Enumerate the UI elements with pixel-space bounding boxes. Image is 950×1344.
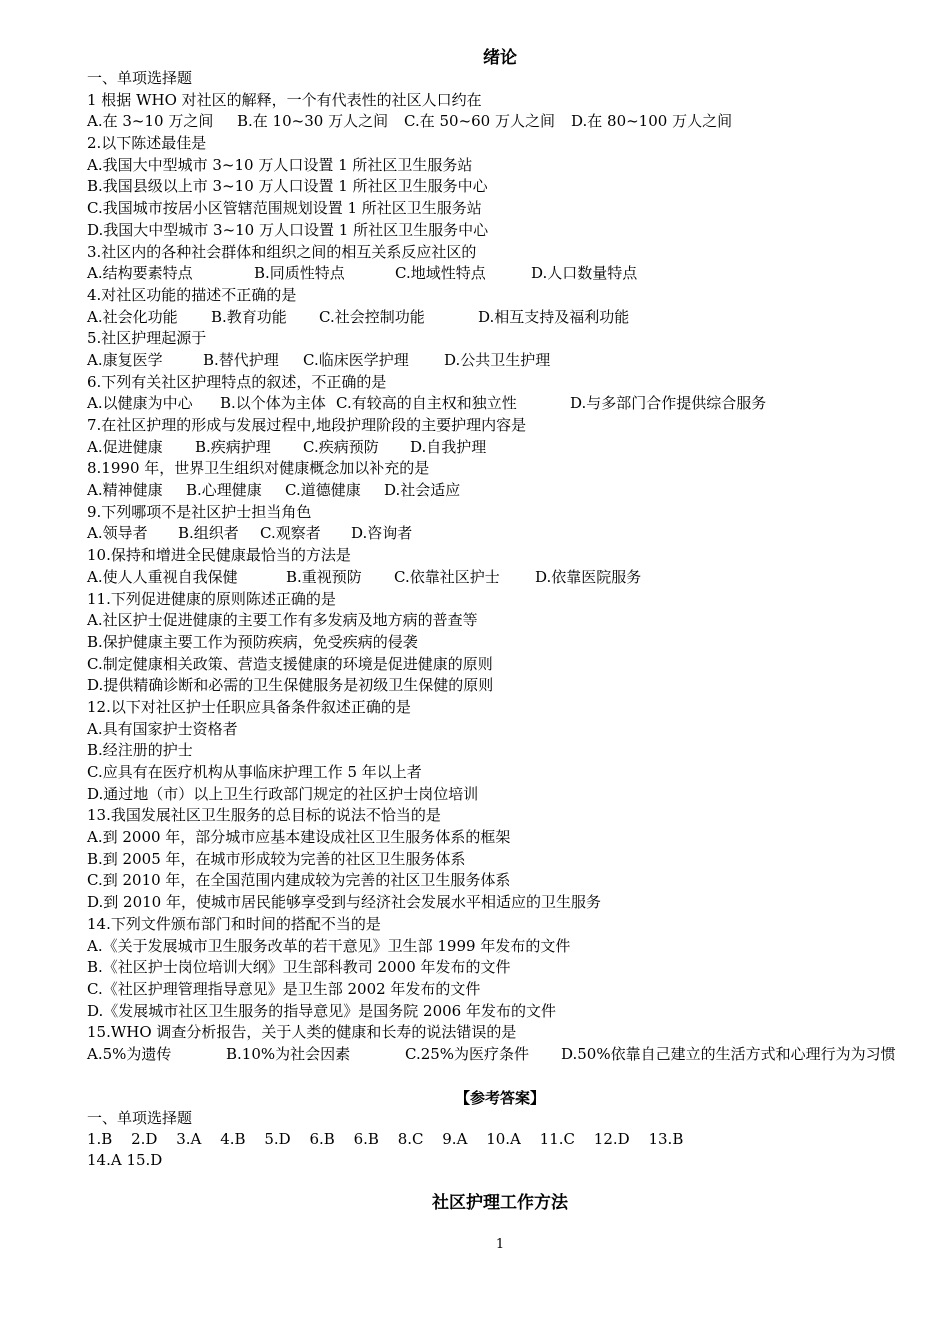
- answer-heading: 【参考答案】: [454, 1089, 545, 1107]
- question-1-stem: 1 根据 WHO 对社区的解释，一个有代表性的社区人口约在: [87, 90, 482, 109]
- option: B.替代护理: [203, 350, 279, 369]
- question-2-stem: 2.以下陈述最佳是: [87, 134, 207, 153]
- option: D.相互支持及福利功能: [478, 307, 630, 326]
- answer-item: 1.B: [87, 1130, 113, 1148]
- question-5-stem: 5.社区护理起源于: [87, 329, 207, 348]
- question-6-options: [87, 393, 937, 415]
- option: C.25%为医疗条件: [405, 1044, 530, 1063]
- answer-item: 3.A: [176, 1130, 202, 1148]
- answer-key: [87, 1108, 937, 1171]
- question-4-options: [87, 307, 937, 329]
- question-8-stem: 8.1990 年，世界卫生组织对健康概念加以补充的是: [87, 459, 430, 478]
- answer-item: 8.C: [397, 1130, 424, 1148]
- question-list: [87, 68, 937, 1066]
- option: A.社会化功能: [87, 307, 178, 326]
- question-11-stem: 11.下列促进健康的原则陈述正确的是: [87, 589, 336, 608]
- question-7-options: [87, 437, 937, 459]
- question-15-options: [87, 1044, 937, 1066]
- option: D.自我护理: [410, 437, 487, 456]
- option: A.以健康为中心: [87, 394, 193, 413]
- option: A.5%为遗传: [87, 1044, 172, 1063]
- option: A.《关于发展城市卫生服务改革的若干意见》卫生部 1999 年发布的文件: [87, 936, 571, 955]
- option: B.以个体为主体: [220, 394, 326, 413]
- question-3-options: [87, 263, 937, 285]
- answer-item: 2.D: [131, 1130, 158, 1148]
- option: D.人口数量特点: [531, 264, 638, 283]
- option: D.到 2010 年，使城市居民能够享受到与经济社会发展水平相适应的卫生服务: [87, 893, 601, 912]
- answer-item: 13.B: [648, 1130, 684, 1148]
- answer-item: 10.A: [486, 1130, 521, 1148]
- option: C.在 50~60 万人之间: [404, 112, 555, 131]
- option: B.经注册的护士: [87, 741, 193, 760]
- option: C.我国城市按居小区管辖范围规划设置 1 所社区卫生服务站: [87, 199, 482, 218]
- question-9-options: [87, 523, 937, 545]
- answer-item: 4.B: [220, 1130, 246, 1148]
- option: C.社会控制功能: [319, 307, 425, 326]
- question-1-options: [87, 111, 937, 133]
- option: B.10%为社会因素: [226, 1044, 351, 1063]
- option: A.在 3~10 万之间: [87, 112, 214, 131]
- question-13-stem: 13.我国发展社区卫生服务的总目标的说法不恰当的是: [87, 806, 441, 825]
- option: D.依靠医院服务: [535, 567, 642, 586]
- option: D.公共卫生护理: [444, 350, 551, 369]
- question-15-stem: 15.WHO 调查分析报告，关于人类的健康和长寿的说法错误的是: [87, 1023, 517, 1042]
- question-9-stem: 9.下列哪项不是社区护士担当角色: [87, 502, 312, 521]
- option: D.通过地（市）以上卫生行政部门规定的社区护士岗位培训: [87, 784, 479, 803]
- answer-item: 14.A 15.D: [87, 1151, 163, 1169]
- question-10-stem: 10.保持和增进全民健康最恰当的方法是: [87, 546, 351, 565]
- question-4-stem: 4.对社区功能的描述不正确的是: [87, 285, 297, 304]
- option: C.有较高的自主权和独立性: [336, 394, 517, 413]
- answer-item: 5.D: [264, 1130, 291, 1148]
- question-5-options: [87, 350, 937, 372]
- option: C.地域性特点: [395, 264, 486, 283]
- option: C.依靠社区护士: [394, 567, 500, 586]
- option: B.组织者: [178, 524, 239, 543]
- answer-row: [87, 1129, 937, 1150]
- option: A.我国大中型城市 3~10 万人口设置 1 所社区卫生服务站: [87, 155, 473, 174]
- option: A.具有国家护士资格者: [87, 719, 238, 738]
- question-3-stem: 3.社区内的各种社会群体和组织之间的相互关系反应社区的: [87, 242, 477, 261]
- option: A.领导者: [87, 524, 148, 543]
- option: D.咨询者: [351, 524, 413, 543]
- option: D.我国大中型城市 3~10 万人口设置 1 所社区卫生服务中心: [87, 220, 489, 239]
- option: D.50%依靠自己建立的生活方式和心理行为为习惯: [561, 1044, 896, 1063]
- question-7-stem: 7.在社区护理的形成与发展过程中,地段护理阶段的主要护理内容是: [87, 416, 527, 434]
- option: C.疾病预防: [303, 437, 379, 456]
- option: C.制定健康相关政策、营造支援健康的环境是促进健康的原则: [87, 654, 493, 673]
- page-number: 1: [495, 1237, 505, 1252]
- option: B.疾病护理: [195, 437, 271, 456]
- option: D.社会适应: [384, 481, 461, 500]
- answer-item: 11.C: [539, 1130, 576, 1148]
- option: D.《发展城市社区卫生服务的指导意见》是国务院 2006 年发布的文件: [87, 1001, 556, 1020]
- option: B.在 10~30 万人之间: [237, 112, 389, 131]
- answer-item: 9.A: [442, 1130, 468, 1148]
- option: B.保护健康主要工作为预防疾病，免受疾病的侵袭: [87, 632, 418, 651]
- question-8-options: [87, 480, 937, 502]
- option: A.结构要素特点: [87, 264, 193, 283]
- option: A.促进健康: [87, 437, 163, 456]
- question-10-options: [87, 567, 937, 589]
- option: C.观察者: [260, 524, 321, 543]
- option: B.我国县级以上市 3~10 万人口设置 1 所社区卫生服务中心: [87, 177, 488, 196]
- option: C.应具有在医疗机构从事临床护理工作 5 年以上者: [87, 763, 422, 781]
- option: C.道德健康: [285, 481, 361, 500]
- option: D.提供精确诊断和必需的卫生保健服务是初级卫生保健的原则: [87, 676, 494, 695]
- page-title: 绪论: [483, 48, 517, 68]
- option: C.《社区护理管理指导意见》是卫生部 2002 年发布的文件: [87, 979, 481, 998]
- option: A.使人人重视自我保健: [87, 567, 238, 586]
- question-6-stem: 6.下列有关社区护理特点的叙述，不正确的是: [87, 372, 387, 391]
- option: A.精神健康: [87, 481, 163, 500]
- option: B.同质性特点: [254, 264, 345, 283]
- option: A.到 2000 年，部分城市应基本建设成社区卫生服务体系的框架: [87, 828, 511, 847]
- answer-section-heading: 一、单项选择题: [87, 1109, 193, 1127]
- option: B.心理健康: [186, 481, 262, 500]
- answer-item: 6.B: [353, 1130, 379, 1148]
- option: B.到 2005 年，在城市形成较为完善的社区卫生服务体系: [87, 849, 466, 868]
- option: B.重视预防: [286, 567, 362, 586]
- next-chapter-title: 社区护理工作方法: [432, 1193, 568, 1213]
- answer-row: [87, 1150, 937, 1171]
- option: A.社区护士促进健康的主要工作有多发病及地方病的普查等: [87, 611, 478, 630]
- option: C.到 2010 年，在全国范围内建成较为完善的社区卫生服务体系: [87, 871, 511, 890]
- question-12-stem: 12.以下对社区护士任职应具备条件叙述正确的是: [87, 697, 411, 716]
- option: B.教育功能: [211, 307, 287, 326]
- option: D.在 80~100 万人之间: [571, 112, 733, 131]
- answer-item: 12.D: [593, 1130, 630, 1148]
- option: B.《社区护士岗位培训大纲》卫生部科教司 2000 年发布的文件: [87, 958, 511, 977]
- section-heading: 一、单项选择题: [87, 69, 193, 87]
- option: D.与多部门合作提供综合服务: [570, 394, 767, 413]
- option: A.康复医学: [87, 350, 163, 369]
- question-14-stem: 14.下列文件颁布部门和时间的搭配不当的是: [87, 914, 381, 933]
- answer-item: 6.B: [309, 1130, 335, 1148]
- option: C.临床医学护理: [303, 350, 409, 369]
